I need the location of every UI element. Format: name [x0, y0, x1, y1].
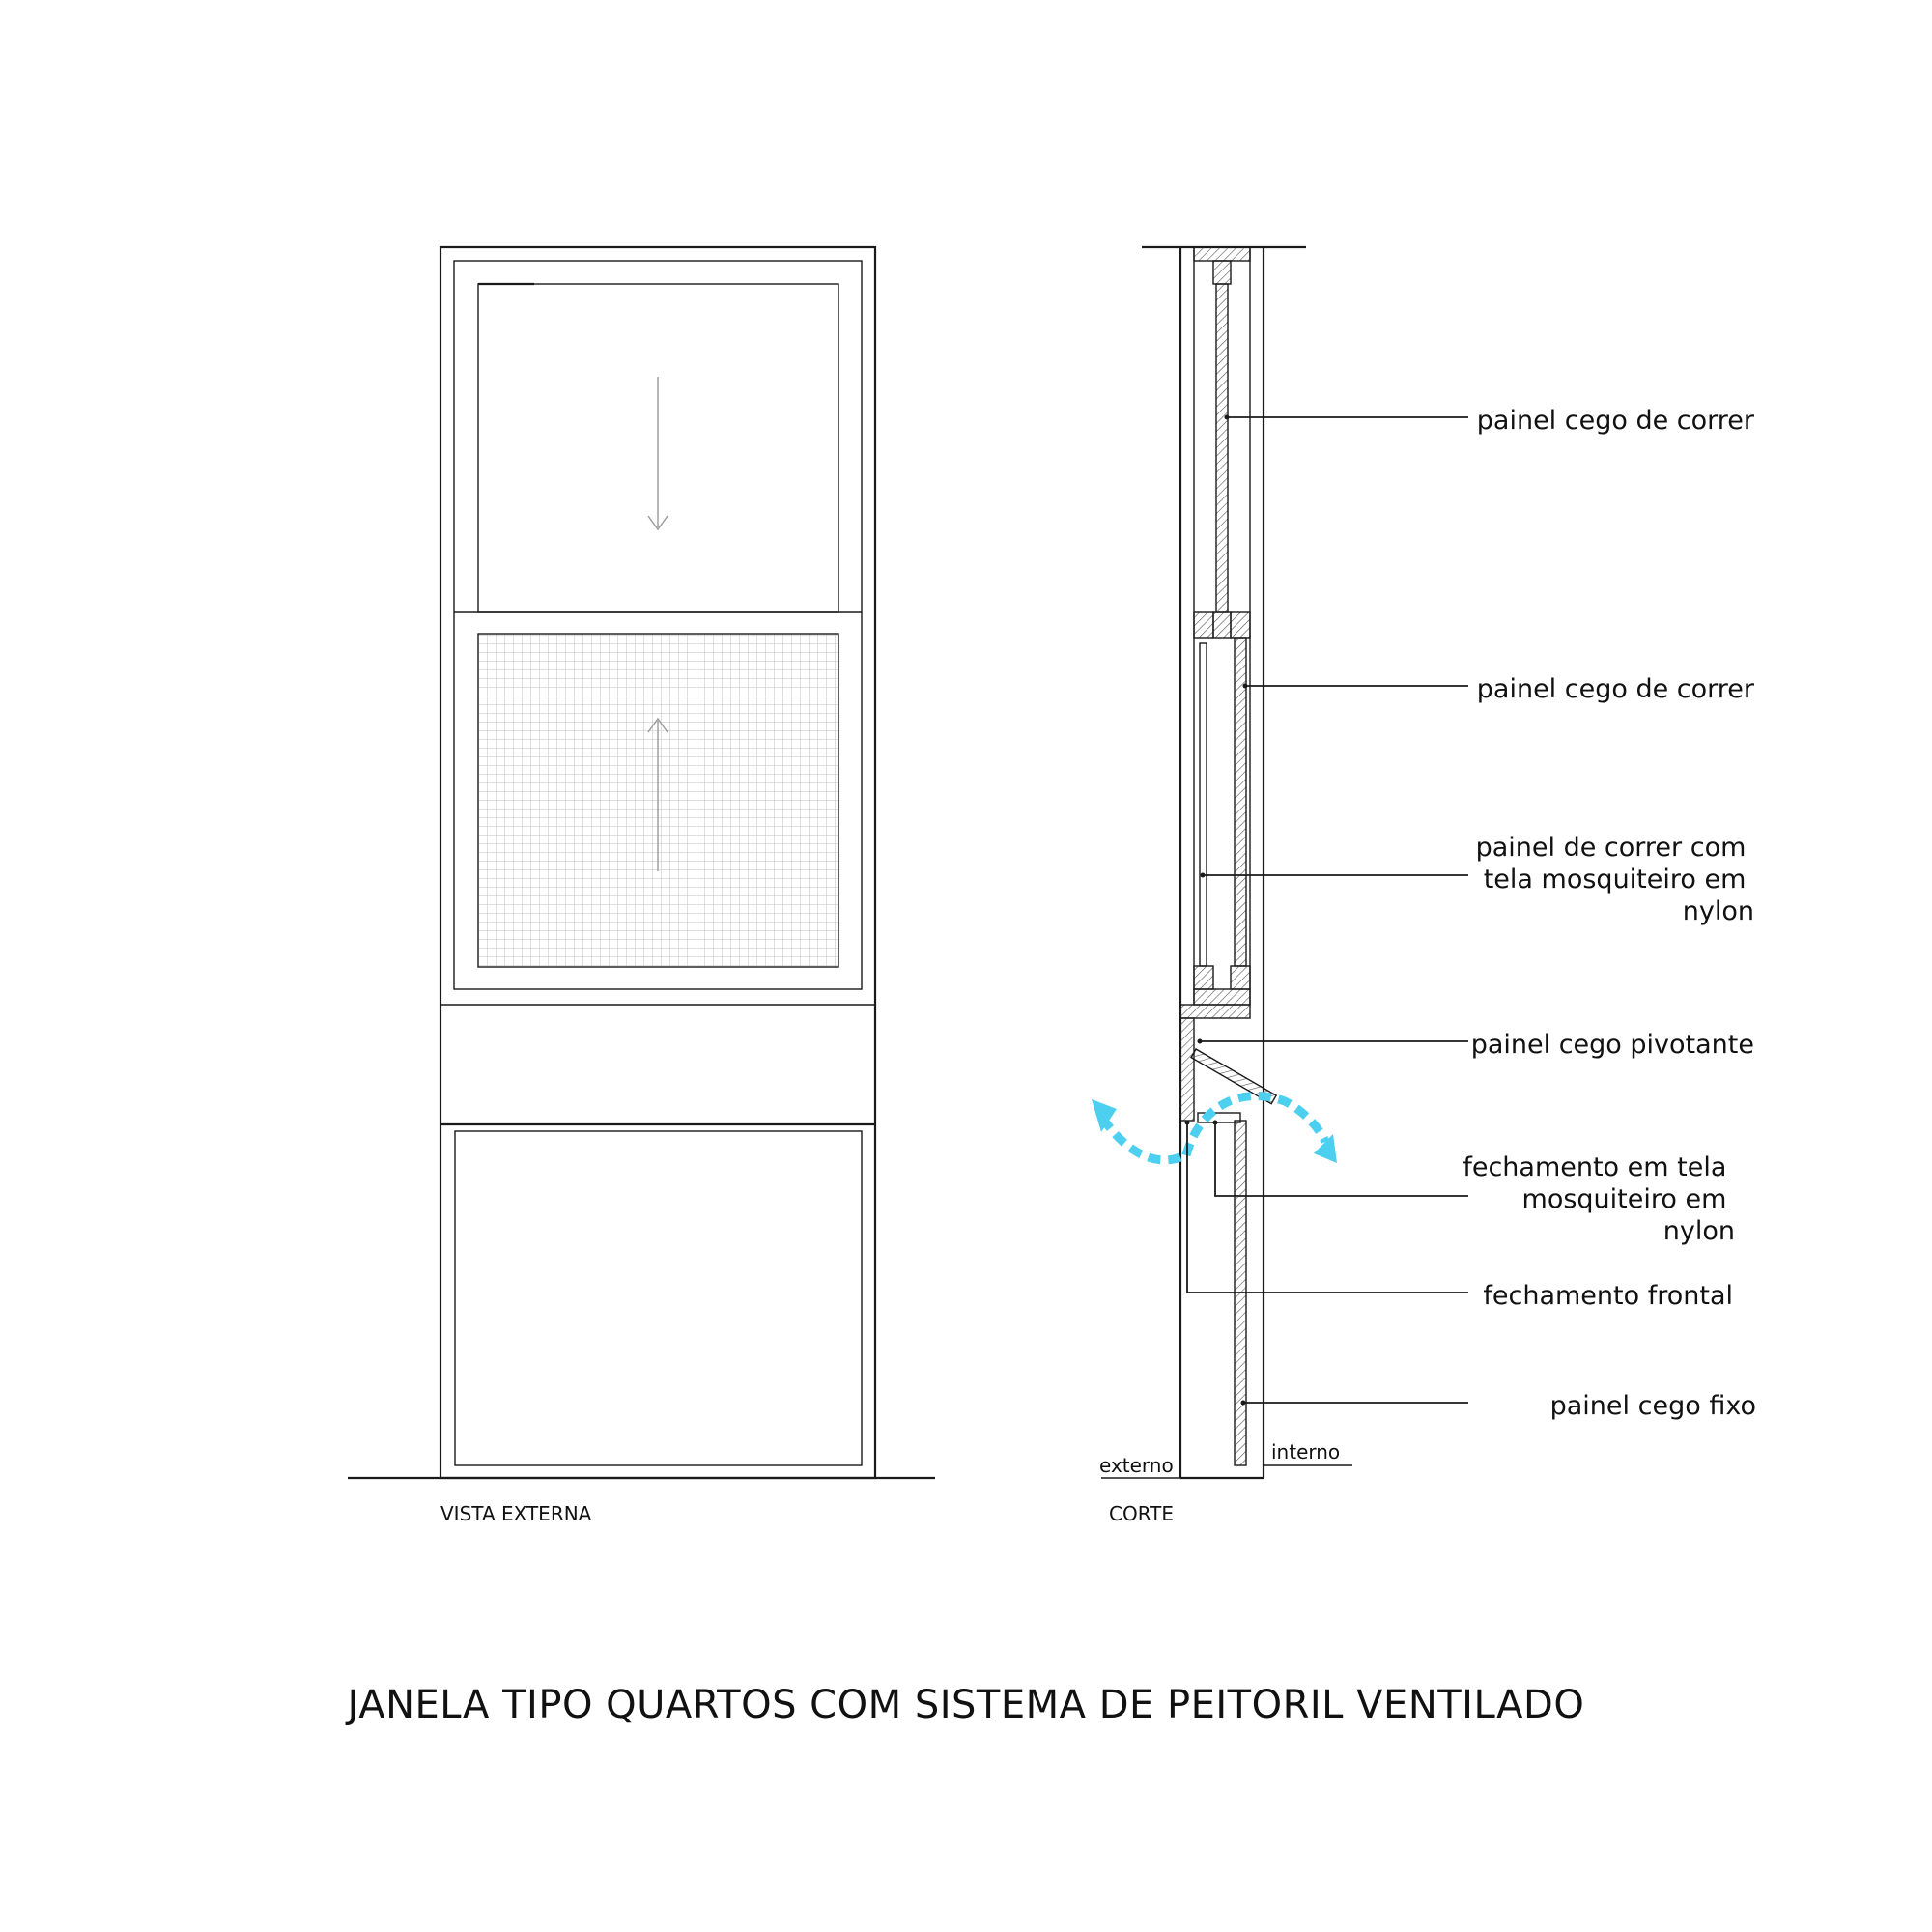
- section-view: [1092, 247, 1352, 1525]
- interior-side-label: interno: [1271, 1440, 1341, 1463]
- leader-mesh-closure: [1213, 1121, 1469, 1197]
- bottom-guide-right: [1231, 966, 1250, 989]
- airflow-arrow-icon: [1092, 1095, 1337, 1163]
- drawing-title: JANELA TIPO QUARTOS COM SISTEMA DE PEITORIL VENTILADO: [347, 1683, 1585, 1727]
- callout-lower-blind-panel: painel cego de correr: [1476, 674, 1754, 704]
- leader-upper-blind-panel: [1225, 415, 1469, 420]
- sill-top-cap: [1180, 1005, 1250, 1018]
- meeting-rail-right: [1231, 612, 1250, 638]
- callout-mesh-panel-line-1: painel de correr com: [1475, 833, 1747, 863]
- head-block: [1194, 247, 1250, 261]
- callout-mesh-closure-line-1: fechamento em tela: [1463, 1152, 1727, 1182]
- external-view: [348, 247, 935, 1525]
- fixed-bottom-panel: [455, 1131, 862, 1465]
- callout-mesh-panel-line-2: tela mosquiteiro em: [1483, 865, 1747, 895]
- callout-fixed-panel: painel cego fixo: [1549, 1391, 1756, 1421]
- meeting-rail-mid: [1213, 612, 1231, 638]
- leader-pivot-panel: [1198, 1039, 1469, 1044]
- callout-mesh-closure: [1463, 1152, 1735, 1246]
- bottom-guide-left: [1194, 966, 1213, 989]
- callout-mesh-panel: [1476, 833, 1754, 926]
- callout-mesh-panel-line-3: nylon: [1682, 896, 1754, 926]
- mesh-panel-section: [1200, 643, 1207, 966]
- meeting-rail-left: [1194, 612, 1213, 638]
- callout-mesh-closure-line-2: mosquiteiro em: [1521, 1184, 1727, 1214]
- callout-upper-blind-panel: painel cego de correr: [1476, 406, 1754, 436]
- exterior-side-label: externo: [1099, 1454, 1174, 1477]
- sill-rail: [1194, 989, 1250, 1005]
- callout-front-closure: fechamento frontal: [1483, 1281, 1733, 1311]
- upper-panel-top-guide: [1213, 261, 1231, 284]
- callout-labels: [1463, 406, 1756, 1421]
- front-closure-section: [1180, 1018, 1194, 1121]
- down-arrow-icon: [648, 377, 668, 529]
- callout-mesh-closure-line-3: nylon: [1662, 1216, 1735, 1246]
- leader-fixed-panel: [1241, 1401, 1469, 1406]
- upper-blind-panel-section: [1216, 284, 1228, 612]
- callout-pivot-panel: painel cego pivotante: [1470, 1030, 1754, 1060]
- external-view-caption: VISTA EXTERNA: [440, 1502, 592, 1525]
- section-view-caption: CORTE: [1109, 1502, 1175, 1525]
- leader-lower-blind-panel: [1243, 684, 1469, 689]
